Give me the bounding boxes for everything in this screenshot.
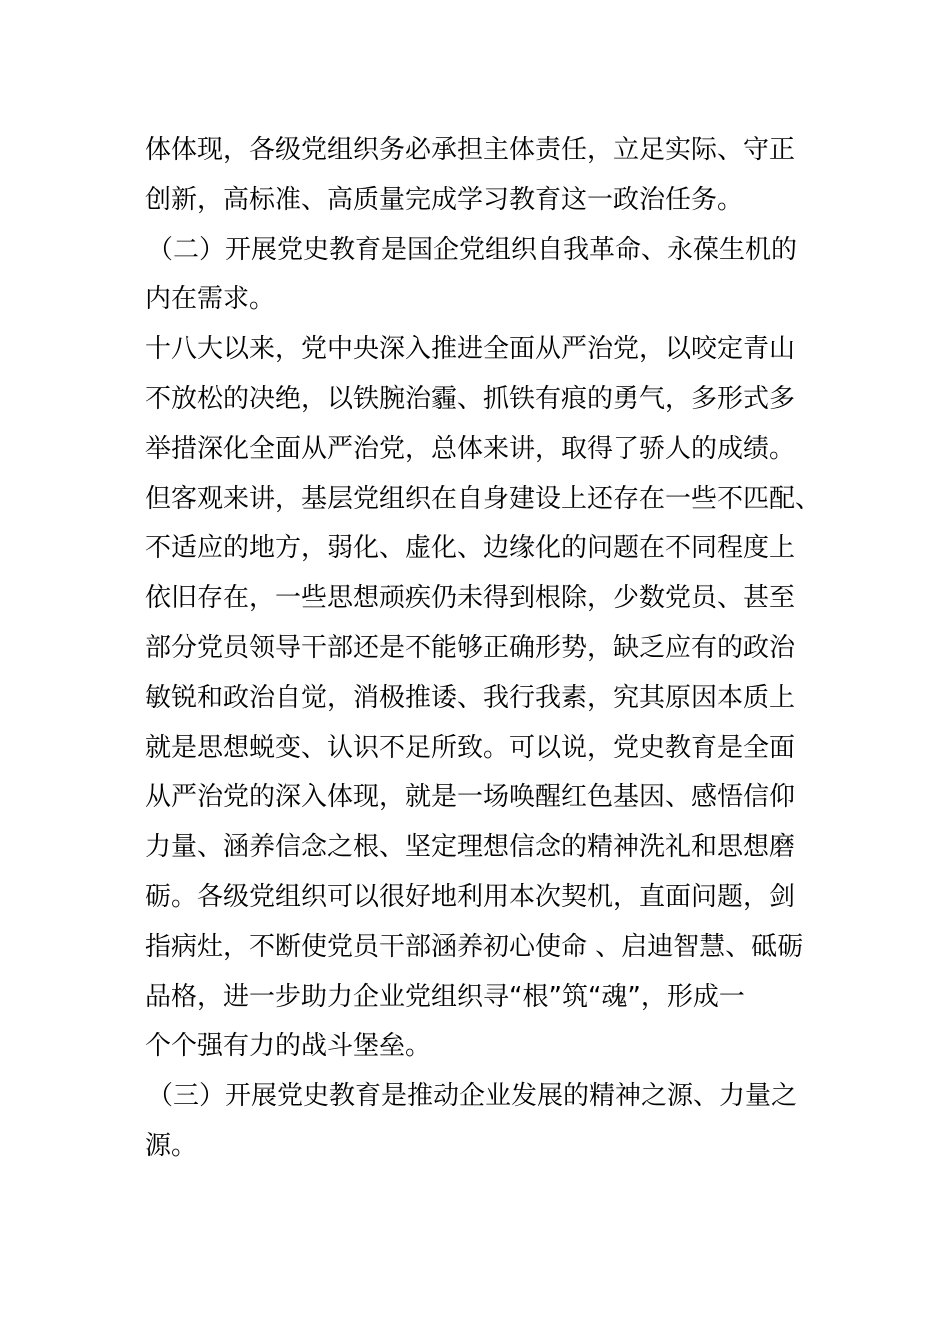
text-line: 个个强有力的战斗堡垒。 <box>145 1031 432 1062</box>
section-heading-line: （二）开展党史教育是国企党组织自我革命、永葆生机的 <box>147 234 798 265</box>
text-line: 指病灶，不断使党员干部涵养初心使命 、启迪智慧、砥砺 <box>145 931 804 962</box>
text-line: 不适应的地方，弱化、虚化、边缘化的问题在不同程度上 <box>145 533 796 564</box>
text-line: 品格，进一步助力企业党组织寻“根”筑“魂”，形成一 <box>145 981 745 1012</box>
text-line: 体体现，各级党组织务必承担主体责任，立足实际、守正 <box>145 135 796 165</box>
text-line: 十八大以来，党中央深入推进全面从严治党，以咬定青山 <box>145 334 796 365</box>
text-line: 敏锐和政治自觉，消极推诿、我行我素，究其原因本质上 <box>145 682 796 713</box>
text-line: 但客观来讲，基层党组织在自身建设上还存在一些不匹配、 <box>145 483 822 514</box>
section-heading-line: 源。 <box>145 1130 198 1161</box>
text-line: 创新，高标准、高质量完成学习教育这一政治任务。 <box>145 184 744 215</box>
text-line: 部分党员领导干部还是不能够正确形势，缺乏应有的政治 <box>145 632 796 663</box>
body-text <box>145 126 822 1172</box>
text-line: 砺。各级党组织可以很好地利用本次契机，直面问题，剑 <box>145 881 796 912</box>
section-heading-line: 内在需求。 <box>145 284 276 315</box>
text-line: 就是思想蜕变、认识不足所致。可以说，党史教育是全面 <box>145 732 796 763</box>
text-line: 举措深化全面从严治党，总体来讲，取得了骄人的成绩。 <box>145 433 796 464</box>
text-line: 依旧存在，一些思想顽疾仍未得到根除，少数党员、甚至 <box>145 583 796 614</box>
text-line: 力量、涵养信念之根、坚定理想信念的精神洗礼和思想磨 <box>145 832 796 863</box>
section-heading-line: （三）开展党史教育是推动企业发展的精神之源、力量之 <box>147 1081 798 1112</box>
text-line: 不放松的决绝，以铁腕治霾、抓铁有痕的勇气，多形式多 <box>145 383 796 414</box>
text-line: 从严治党的深入体现，就是一场唤醒红色基因、感悟信仰 <box>145 782 796 813</box>
